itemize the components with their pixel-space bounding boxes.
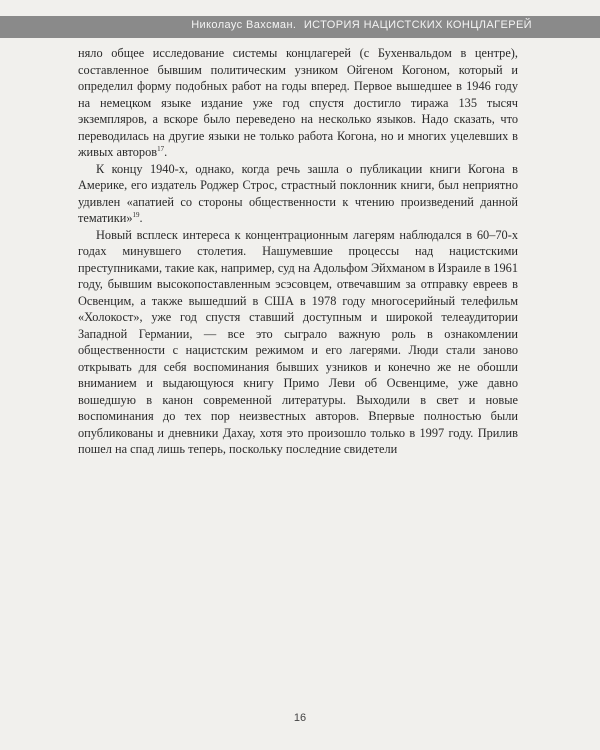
paragraph-2-tail: . <box>139 211 143 225</box>
page-number: 16 <box>293 712 307 724</box>
body-text <box>78 45 518 458</box>
paragraph-1-text: няло общее исследование системы концлагерей (с Бухенвальдом в центре), составленное бывшим политическим узником Ойгеном Когоном, который и определил форму подобных работ на годы вперед. Первое вышедшее в 1946 году на немецком языке издание уже год спустя достигло тиража 135 тысяч экземпляров, а вскоре было переведено на несколько языков. Надо сказать, что переводилась на другие языки не только работа Когона, но и многих уцелевших в живых авторов <box>78 46 518 159</box>
paragraph-3 <box>78 227 518 458</box>
footnote-marker: 19 <box>132 210 140 219</box>
paragraph-3-text: Новый всплеск интереса к концентрационным лагерям наблюдался в 60–70-х годах минувшего столетия. Нашумевшие процессы над нацистскими преступниками, такие как, например, суд на Адольфом Эйхманом в Израиле в 1961 году, бывшим высокопоставленным эсэсовцем, отвечавшим за отправку евреев в Освенцим, а также вышедший в США в 1978 году многосерийный телефильм «Холокост», уже год спустя ставший доступным и широкой телеаудитории Западной Германии, — все это сыграло важную роль в ознакомлении общественности с нацистским режимом и его лагерями. Люди стали заново открывать для себя воспоминания бывших узников и конечно же не обошли вниманием и выдающуюся книгу Примо Леви об Освенциме, уже давно вошедшую в канон современной литературы. Выходили в свет и новые воспоминания до тех пор неизвестных авторов. Впервые полностью были опубликованы и дневники Дахау, хотя это произошло только в 1997 году. Прилив пошел на спад лишь теперь, поскольку последние свидетели <box>78 227 518 456</box>
header-title: ИСТОРИЯ НАЦИСТСКИХ КОНЦЛАГЕРЕЙ <box>303 19 532 31</box>
paragraph-1 <box>78 45 518 161</box>
running-header <box>0 0 600 42</box>
paragraph-2-text: К концу 1940-х, однако, когда речь зашла о публикации книги Когона в Америке, его издатель Роджер Строс, страстный поклонник книги, был неприятно удивлен «апатией со стороны общественности к чтению произведений данной тематики» <box>78 161 518 225</box>
header-text <box>191 19 532 31</box>
paragraph-2 <box>78 161 518 227</box>
paragraph-1-tail: . <box>164 145 168 159</box>
header-author: Николаус Вахсман. <box>191 19 297 31</box>
footnote-marker: 17 <box>157 144 165 153</box>
